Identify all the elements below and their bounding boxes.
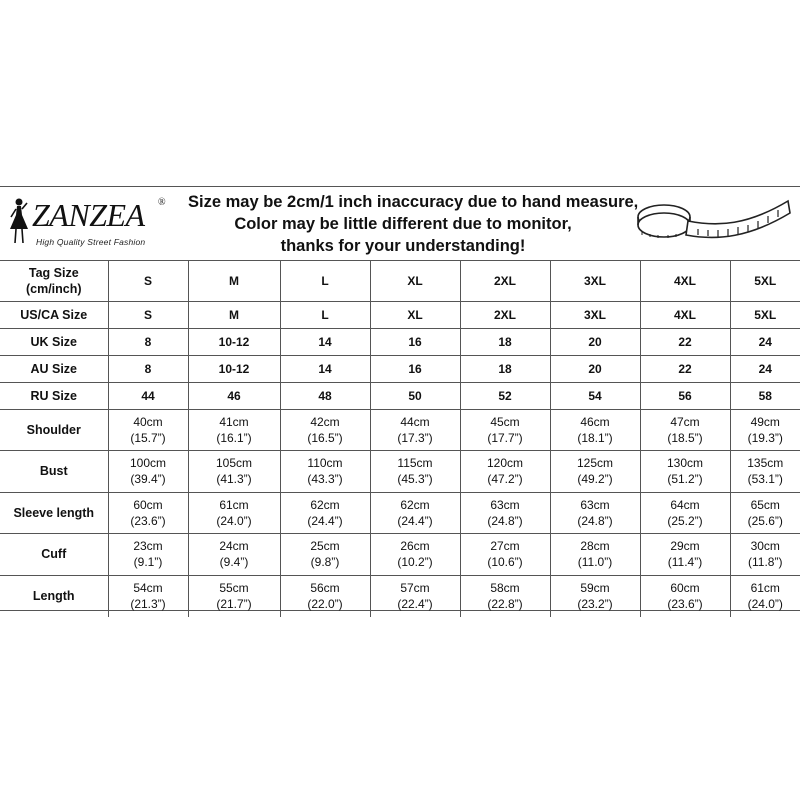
table-cell: 3XL [550,261,640,301]
cm-value: 58cm [490,581,520,596]
cm-value: 30cm [750,539,780,553]
table-cell [280,575,370,617]
table-cell: S [108,261,188,301]
table-cell: 48 [280,382,370,409]
size-chart [0,186,800,611]
inch-value: (25.2”) [667,513,703,528]
inch-value: (11.4”) [667,555,703,569]
table-row [0,575,800,617]
table-cell: 20 [550,328,640,355]
row-label-line: Tag Size [28,265,79,280]
row-label-line: (cm/inch) [25,281,82,296]
table-cell [108,492,188,533]
table-cell: XL [370,261,460,301]
table-cell: 46 [188,382,280,409]
cm-value: 110cm [307,456,343,470]
inch-value: (18.1”) [577,430,613,445]
inch-value: (11.0”) [577,555,613,569]
table-cell: 4XL [640,301,730,328]
table-cell: 56 [640,382,730,409]
inch-value: (45.3”) [397,472,433,486]
cm-value: 63cm [580,497,610,512]
brand-logo [6,191,184,257]
cm-value: 44cm [400,414,430,429]
measurement-notice [188,191,639,257]
table-cell: 5XL [730,301,800,328]
cm-value: 59cm [580,581,610,596]
table-cell: 54 [550,382,640,409]
inch-value: (24.4”) [307,513,343,528]
chart-header [0,187,800,261]
table-cell [640,533,730,575]
cm-value: 60cm [670,581,700,596]
table-cell [370,450,460,492]
size-table-body [0,261,800,617]
row-label: Cuff [0,533,108,575]
table-cell [730,575,800,617]
cm-value: 56cm [310,581,340,596]
table-cell [730,450,800,492]
inch-value: (25.6”) [747,513,783,528]
inch-value: (53.1”) [747,472,783,486]
measuring-tape-icon [628,191,794,255]
cm-value: 23cm [133,539,163,553]
cm-value: 54cm [133,581,163,596]
row-label: Sleeve length [0,492,108,533]
notice-line-3: thanks for your understanding! [280,237,526,255]
table-row [0,355,800,382]
table-cell [550,575,640,617]
row-label: Shoulder [0,409,108,450]
cm-value: 46cm [580,414,610,429]
cm-value: 24cm [219,539,249,553]
inch-value: (24.4”) [397,513,433,528]
cm-value: 28cm [580,539,610,553]
cm-value: 60cm [133,497,163,512]
table-cell: 14 [280,328,370,355]
row-label: RU Size [0,382,108,409]
table-cell: 10-12 [188,328,280,355]
cm-value: 27cm [490,539,520,553]
fashion-figure-icon [8,197,30,245]
inch-value: (39.4”) [130,472,166,486]
table-row [0,409,800,450]
table-cell: 24 [730,328,800,355]
table-cell [370,492,460,533]
cm-value: 42cm [310,414,340,429]
cm-value: 41cm [219,414,249,429]
table-cell: S [108,301,188,328]
cm-value: 62cm [400,497,430,512]
cm-value: 40cm [133,414,163,429]
table-cell: 58 [730,382,800,409]
table-cell: 44 [108,382,188,409]
inch-value: (24.0”) [216,513,252,528]
cm-value: 61cm [750,581,780,596]
cm-value: 61cm [219,497,249,512]
inch-value: (47.2”) [487,472,523,486]
table-cell [460,492,550,533]
inch-value: (15.7”) [130,430,166,445]
registered-mark: ® [158,197,166,208]
inch-value: (24.8”) [487,513,523,528]
inch-value: (9.8”) [310,555,340,569]
row-label: UK Size [0,328,108,355]
table-cell: 5XL [730,261,800,301]
inch-value: (22.8”) [487,597,523,612]
cm-value: 47cm [670,414,700,429]
table-cell: 3XL [550,301,640,328]
table-cell: 20 [550,355,640,382]
inch-value: (43.3”) [307,472,343,486]
inch-value: (9.4”) [219,555,249,569]
table-cell: 50 [370,382,460,409]
cm-value: 62cm [310,497,340,512]
table-cell [550,533,640,575]
inch-value: (17.7”) [487,430,523,445]
inch-value: (19.3”) [747,430,783,445]
table-row-tag-size [0,261,800,301]
row-label: Length [0,575,108,617]
inch-value: (16.5”) [307,430,343,445]
cm-value: 26cm [400,539,430,553]
table-cell: 18 [460,355,550,382]
table-cell: 22 [640,355,730,382]
table-cell: 18 [460,328,550,355]
table-cell: 2XL [460,261,550,301]
table-cell: 14 [280,355,370,382]
table-cell [370,533,460,575]
table-cell: 52 [460,382,550,409]
table-cell: 16 [370,328,460,355]
inch-value: (10.2”) [397,555,433,569]
table-cell: 24 [730,355,800,382]
table-cell [188,409,280,450]
table-cell: 22 [640,328,730,355]
table-cell [188,533,280,575]
inch-value: (16.1”) [216,430,252,445]
table-cell: M [188,261,280,301]
table-row [0,450,800,492]
table-cell: 8 [108,355,188,382]
table-cell [550,492,640,533]
cm-value: 64cm [670,497,700,512]
table-cell: 4XL [640,261,730,301]
table-cell [550,409,640,450]
cm-value: 125cm [576,456,614,470]
table-cell: L [280,301,370,328]
cm-value: 120cm [486,456,524,470]
inch-value: (41.3”) [216,472,252,486]
inch-value: (18.5”) [667,430,703,445]
table-row [0,492,800,533]
table-cell: XL [370,301,460,328]
table-cell [640,492,730,533]
table-cell [460,409,550,450]
table-cell [640,575,730,617]
table-cell [640,409,730,450]
table-cell [280,533,370,575]
inch-value: (11.8”) [748,555,783,569]
cm-value: 130cm [666,456,704,470]
cm-value: 25cm [310,539,340,553]
cm-value: 115cm [397,456,433,470]
inch-value: (24.0”) [747,597,783,612]
table-cell: 16 [370,355,460,382]
cm-value: 45cm [490,414,520,429]
table-cell [188,492,280,533]
inch-value: (21.7”) [216,597,252,612]
row-label: AU Size [0,355,108,382]
table-cell [370,575,460,617]
table-cell [730,409,800,450]
cm-value: 55cm [219,581,249,596]
table-cell: M [188,301,280,328]
table-row [0,301,800,328]
inch-value: (22.0”) [307,597,343,612]
table-cell: L [280,261,370,301]
notice-line-1: Size may be 2cm/1 inch inaccuracy due to hand measure, [188,193,639,211]
brand-name: ZANZEA [32,197,145,233]
cm-value: 49cm [750,414,780,429]
inch-value: (23.6”) [667,597,703,612]
inch-value: (21.3”) [130,597,166,612]
table-cell [730,533,800,575]
cm-value: 65cm [750,497,780,512]
row-label: US/CA Size [0,301,108,328]
table-cell [280,409,370,450]
inch-value: (9.1”) [133,555,163,569]
table-cell [280,450,370,492]
inch-value: (22.4”) [397,597,433,612]
inch-value: (10.6”) [487,555,523,569]
table-cell [108,409,188,450]
table-cell [460,450,550,492]
inch-value: (24.8”) [577,513,613,528]
brand-tagline: High Quality Street Fashion [36,237,146,247]
inch-value: (49.2”) [577,472,613,486]
inch-value: (51.2”) [667,472,703,486]
inch-value: (23.6”) [130,513,166,528]
table-row [0,382,800,409]
table-cell [108,533,188,575]
table-cell [460,575,550,617]
table-row [0,533,800,575]
cm-value: 100cm [129,456,167,470]
table-cell [640,450,730,492]
notice-line-2: Color may be little different due to monitor, [234,215,572,233]
size-table [0,261,800,617]
inch-value: (17.3”) [397,430,433,445]
table-row [0,328,800,355]
table-cell: 2XL [460,301,550,328]
table-cell: 10-12 [188,355,280,382]
cm-value: 57cm [400,581,430,596]
table-cell [188,575,280,617]
row-label [0,261,108,301]
row-label: Bust [0,450,108,492]
table-cell [370,409,460,450]
table-cell [280,492,370,533]
table-cell: 8 [108,328,188,355]
cm-value: 105cm [215,456,253,470]
table-cell [460,533,550,575]
inch-value: (23.2”) [577,597,613,612]
table-cell [550,450,640,492]
cm-value: 63cm [490,497,520,512]
table-cell [108,450,188,492]
table-cell [108,575,188,617]
table-cell [188,450,280,492]
cm-value: 135cm [747,456,784,470]
cm-value: 29cm [670,539,700,553]
table-cell [730,492,800,533]
